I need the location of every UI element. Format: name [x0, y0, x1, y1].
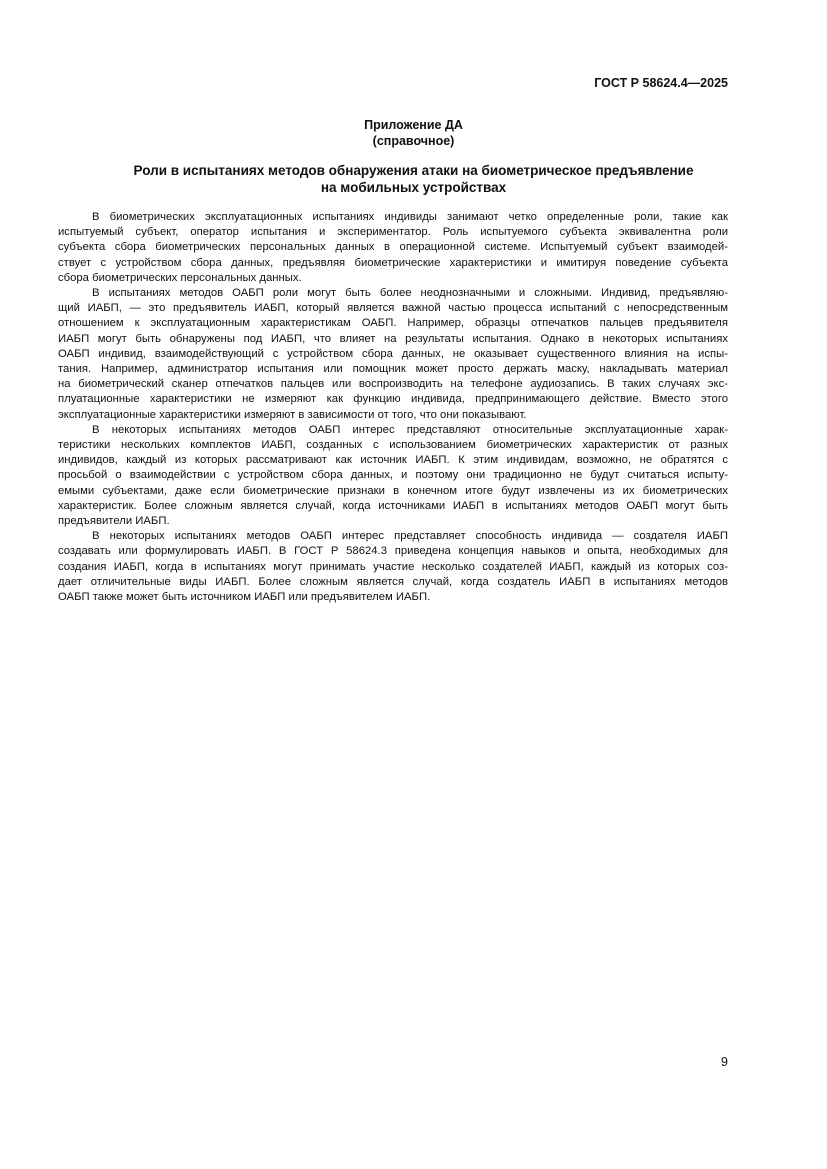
- annex-heading: [0, 117, 827, 149]
- paragraph-line: создавать или формулировать ИАБП. В ГОСТ Р 58624.3 приведена концепция навыков и опыта, необходимых для: [58, 545, 728, 558]
- paragraph: [58, 286, 728, 423]
- paragraph-line: В испытаниях методов ОАБП роли могут быть более неоднозначными и сложными. Индивид, предъявляю-: [92, 287, 728, 300]
- paragraph-line: сбора биометрических персональных данных.: [58, 271, 302, 284]
- document-body: [58, 210, 728, 605]
- paragraph-line: щий ИАБП, — это предъявитель ИАБП, который является важной частью процесса испытаний с непосредственным: [58, 302, 728, 315]
- paragraph-line: эксплуатационные характеристики измеряют в зависимости от того, что они показывают.: [58, 408, 527, 421]
- paragraph-line: индивидов, каждый из которых рассматривают как источник ИАБП. К этим индивидам, возможно, не обратятся с: [58, 454, 728, 467]
- paragraph-line: предъявители ИАБП.: [58, 515, 170, 528]
- paragraph-line: просьбой о взаимодействии с устройством сбора данных, и поэтому они традиционно не будут считаться испыту-: [58, 469, 728, 482]
- standard-code: ГОСТ Р 58624.4—2025: [594, 76, 728, 90]
- paragraph-line: В некоторых испытаниях методов ОАБП интерес представляет способность индивида — создателя ИАБП: [92, 530, 728, 543]
- title-line: на мобильных устройствах: [320, 180, 507, 195]
- paragraph-line: характеристик. Более сложным является случай, когда источниками ИАБП в испытаниях методов ОАБП могут быть: [58, 499, 728, 512]
- annex-title: [0, 162, 827, 196]
- annex-label: Приложение ДА: [364, 118, 463, 132]
- paragraph-line: ствует с устройством сбора данных, предъявляя биометрические характеристики и имитируя поведение субъекта: [58, 256, 728, 269]
- paragraph-line: В некоторых испытаниях методов ОАБП интерес представляют относительные эксплуатационные харак-: [92, 423, 728, 436]
- paragraph-line: тания. Например, администратор испытания или помощник может просто держать маску, накладывать материал: [58, 363, 728, 376]
- title-line: Роли в испытаниях методов обнаружения атаки на биометрическое предъявление: [133, 163, 694, 178]
- paragraph-line: создания ИАБП, когда в испытаниях могут принимать участие несколько создателей ИАБП, каждый из которых соз-: [58, 560, 728, 573]
- paragraph-line: плуатационные характеристики не измеряют как функцию индивида, предпринимающего действие. Вместо этого: [58, 393, 728, 406]
- page-number: 9: [721, 1055, 728, 1069]
- paragraph-line: ОАБП индивид, взаимодействующий с устройством сбора данных, не оказывает существенного влияния на испы-: [58, 347, 728, 360]
- paragraph-line: ИАБП могут быть обнаружены под ИАБП, что влияет на результаты испытания. Однако в некоторых испытаниях: [58, 332, 728, 345]
- paragraph-line: отношением к эксплуатационным характеристикам ОАБП. Например, образцы отпечатков пальцев предъявителя: [58, 317, 728, 330]
- annex-kind: (справочное): [372, 134, 455, 148]
- paragraph-line: испытуемый субъект, оператор испытания и экспериментатор. Роль испытуемого субъекта эквивалентна роли: [58, 226, 728, 239]
- paragraph: [58, 210, 728, 286]
- paragraph-line: на биометрический сканер отпечатков пальцев или воспроизводить на телефоне аудиозапись. В таких случаях экс-: [58, 378, 728, 391]
- paragraph-line: ОАБП также может быть источником ИАБП или предъявителем ИАБП.: [58, 591, 431, 604]
- paragraph-line: емыми субъектами, даже если биометрические признаки в конечном итоге будут извлечены из их биометрических: [58, 484, 728, 497]
- paragraph-line: дает отличительные виды ИАБП. Более сложным является случай, когда создатель ИАБП в испытаниях методов: [58, 575, 728, 588]
- paragraph-line: субъекта сбора биометрических персональных данных в операционной системе. Испытуемый субъект взаимодей-: [58, 241, 728, 254]
- paragraph-line: В биометрических эксплуатационных испытаниях индивиды занимают четко определенные роли, такие как: [92, 211, 728, 223]
- paragraph-line: теристики нескольких комплектов ИАБП, созданных с использованием биометрических характеристик от разных: [58, 439, 728, 452]
- paragraph: [58, 529, 728, 605]
- paragraph: [58, 423, 728, 529]
